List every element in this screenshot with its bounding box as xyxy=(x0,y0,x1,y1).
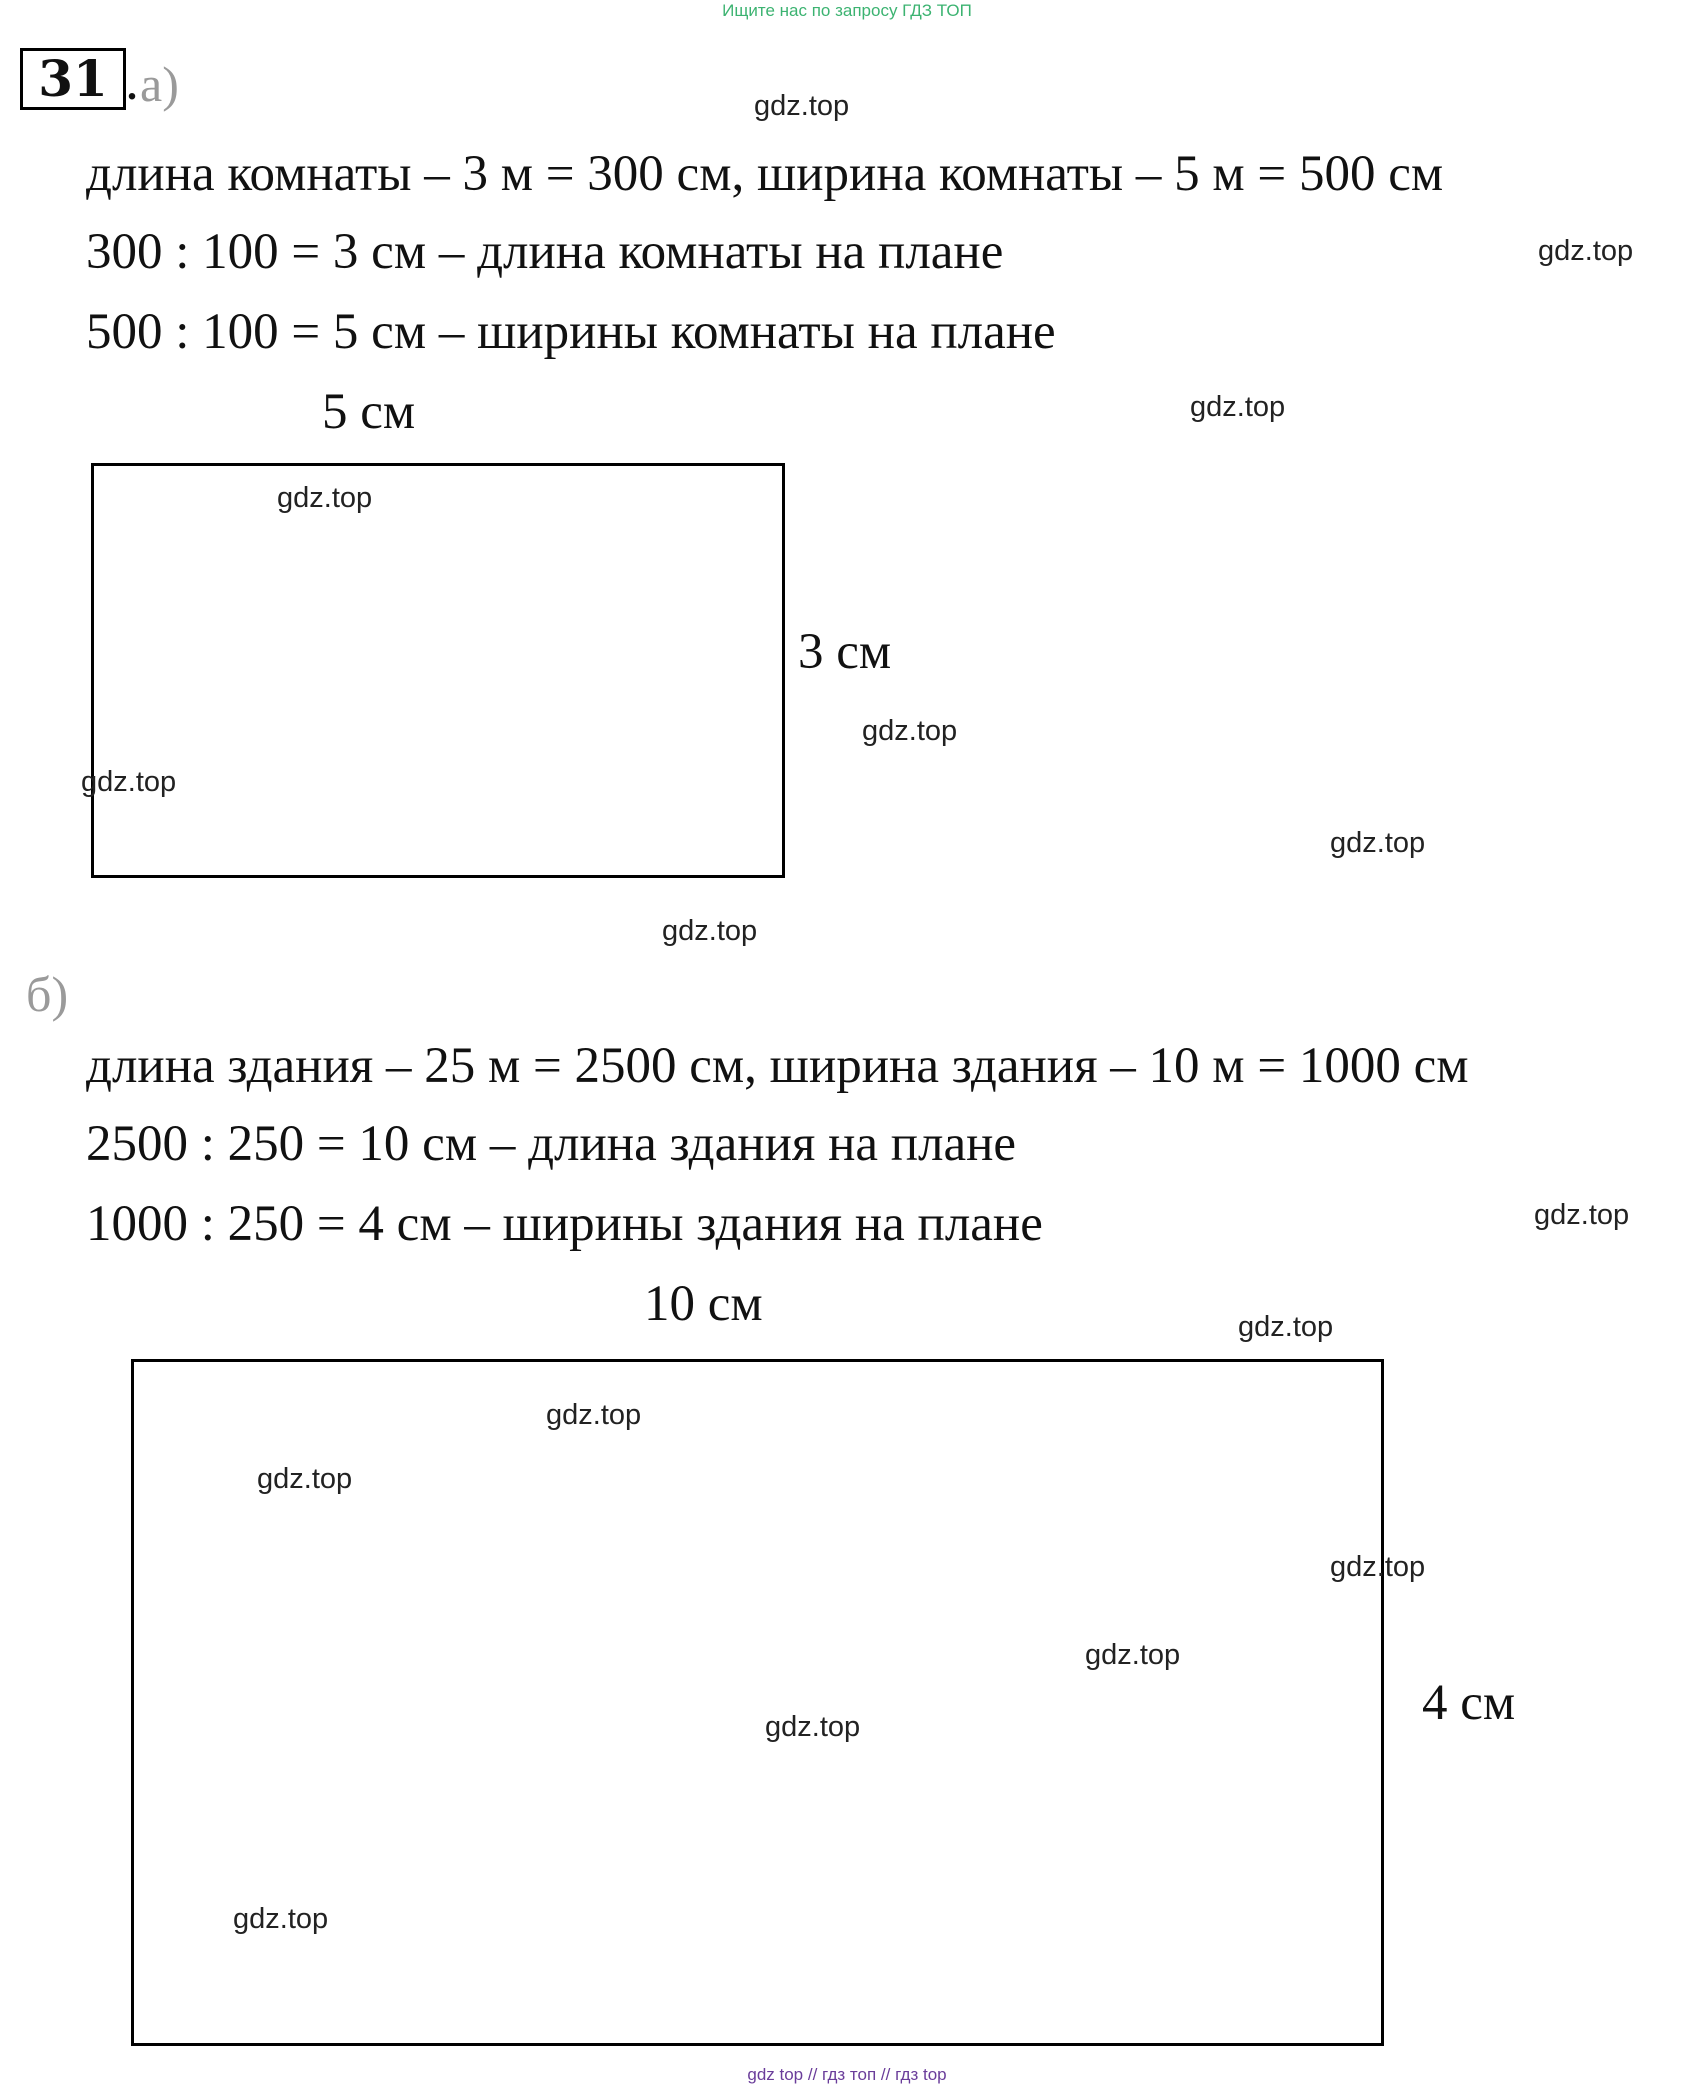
part-a-line-1: длина комнаты – 3 м = 300 см, ширина комнаты – 5 м = 500 см xyxy=(86,146,1444,202)
task-number-box: 31 xyxy=(20,48,126,110)
watermark: gdz.top xyxy=(754,90,850,122)
footer-link-gdz-top[interactable]: gdz top xyxy=(747,2065,804,2084)
footer-separator: // xyxy=(880,2065,891,2084)
watermark: gdz.top xyxy=(257,1463,353,1495)
watermark: gdz.top xyxy=(1534,1199,1630,1231)
footer-link-gdz-top-ru[interactable]: гдз топ xyxy=(822,2065,877,2084)
part-b-line-2: 2500 : 250 = 10 см – длина здания на плане xyxy=(86,1116,1017,1172)
watermark: gdz.top xyxy=(1538,235,1634,267)
footer-link-gdz-top-mixed[interactable]: гдз top xyxy=(895,2065,947,2084)
part-b-label: б) xyxy=(26,966,69,1022)
part-b-line-3: 1000 : 250 = 4 см – ширины здания на плане xyxy=(86,1196,1043,1252)
watermark: gdz.top xyxy=(765,1711,861,1743)
footer-separator: // xyxy=(807,2065,818,2084)
part-a-room-plan xyxy=(91,463,785,878)
watermark: gdz.top xyxy=(1330,827,1426,859)
watermark: gdz.top xyxy=(277,482,373,514)
top-banner[interactable]: Ищите нас по запросу ГДЗ ТОП xyxy=(722,1,972,20)
part-b-height-label: 4 см xyxy=(1422,1675,1516,1731)
watermark: gdz.top xyxy=(1190,391,1286,423)
part-a-line-2: 300 : 100 = 3 см – длина комнаты на плане xyxy=(86,224,1004,280)
part-b-width-label: 10 см xyxy=(644,1276,763,1332)
watermark: gdz.top xyxy=(546,1399,642,1431)
watermark: gdz.top xyxy=(1238,1311,1334,1343)
part-a-height-label: 3 см xyxy=(798,624,892,680)
part-a-label: а) xyxy=(140,56,179,112)
watermark: gdz.top xyxy=(1085,1639,1181,1671)
part-b-line-1: длина здания – 25 м = 2500 см, ширина здания – 10 м = 1000 см xyxy=(86,1038,1469,1094)
task-number-dot: . xyxy=(127,63,137,108)
watermark: gdz.top xyxy=(862,715,958,747)
footer xyxy=(0,2064,1694,2086)
watermark: gdz.top xyxy=(1330,1551,1426,1583)
watermark: gdz.top xyxy=(233,1903,329,1935)
watermark: gdz.top xyxy=(81,766,177,798)
watermark: gdz.top xyxy=(662,915,758,947)
part-a-line-3: 500 : 100 = 5 см – ширины комнаты на плане xyxy=(86,304,1056,360)
part-a-width-label: 5 см xyxy=(322,384,416,440)
